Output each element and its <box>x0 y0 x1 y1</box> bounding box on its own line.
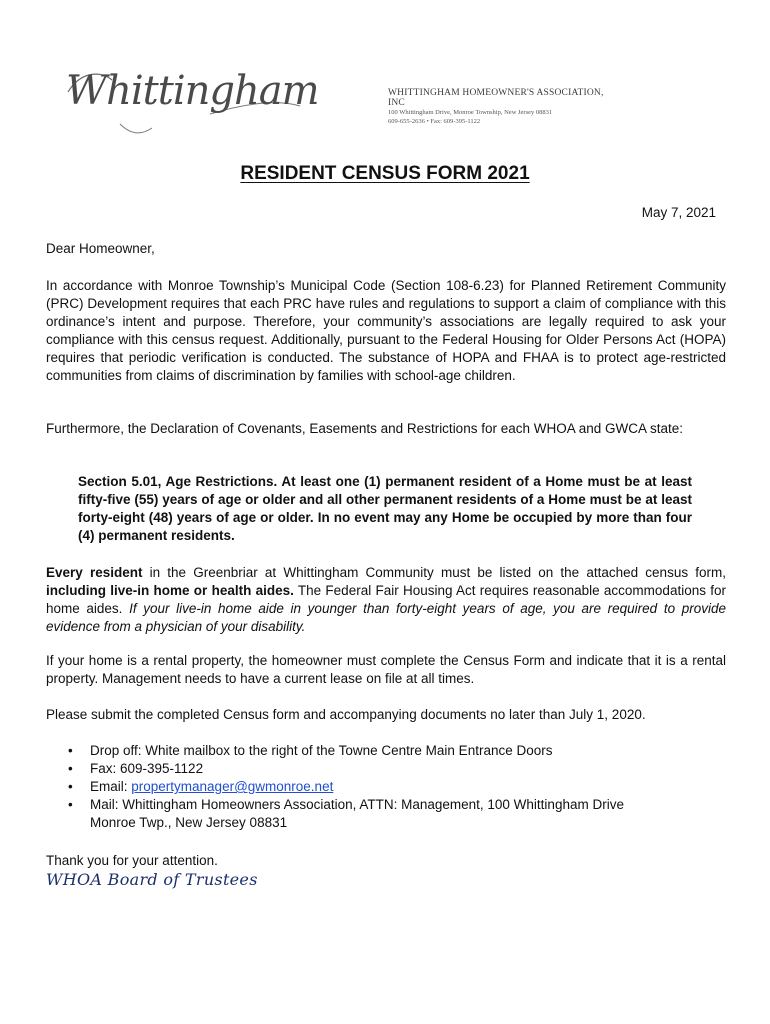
dropoff-text: Drop off: White mailbox to the right of the Towne Centre Main Entrance Doors <box>90 743 553 758</box>
signature: WHOA Board of Trustees <box>46 870 258 889</box>
paragraph-municipal-code: In accordance with Monroe Township’s Municipal Code (Section 108-6.23) for Planned Retirement Community (PRC) Development requires that each PRC have rules and regulations to support a claim of compliance with this ordinance’s intent and purpose. Therefore, your community’s associations are legally required to ask your compliance with this census request. Additionally, pursuant to the Federal Housing for Older Persons Act (HOPA) requires that periodic verification is conducted. The substance of HOPA and FHAA is to protect age-restricted communities from claims of discrimination by families with school-age children. <box>46 278 726 383</box>
association-address: 100 Whittingham Drive, Monroe Township, New Jersey 08831 <box>388 109 553 116</box>
bullet-icon: • <box>68 779 73 794</box>
paragraph-submit-deadline: Please submit the completed Census form and accompanying documents no later than July 1, 2020. <box>46 707 646 722</box>
association-name: WHITTINGHAM HOMEOWNER'S ASSOCIATION, INC <box>388 88 604 108</box>
mail-line-1: Mail: Whittingham Homeowners Association, ATTN: Management, 100 Whittingham Drive <box>90 797 624 812</box>
paragraph-rental-property: If your home is a rental property, the homeowner must complete the Census Form and indicate that it is a rental property. Management needs to have a current lease on file at all times. <box>46 653 726 686</box>
list-item-email <box>46 778 726 796</box>
age-restrictions-quote: Section 5.01, Age Restrictions. At least one (1) permanent resident of a Home must be at least fifty-five (55) years of age or older and all other permanent residents of a Home must be at least forty-eight (48) years of age or older. In no event may any Home be occupied by more than four (4) permanent residents. <box>78 474 692 543</box>
association-phone: 609-655-2636 • Fax: 609-395-1122 <box>388 118 481 125</box>
letterhead <box>60 62 620 142</box>
mail-line-2: Monroe Twp., New Jersey 08831 <box>90 815 288 830</box>
email-label: Email: <box>90 779 132 794</box>
every-resident-text-1: in the Greenbriar at Whittingham Community must be listed on the attached census form, <box>142 565 726 580</box>
every-resident-text-2: The Federal Fair Housing Act requires reasonable accommodations for home aides. <box>46 583 726 616</box>
bullet-icon: • <box>68 761 73 776</box>
list-item-dropoff <box>46 742 726 760</box>
submission-methods-list <box>46 742 726 832</box>
list-item-mail <box>46 796 726 832</box>
closing-line: Thank you for your attention. <box>46 853 218 868</box>
logo-wordmark: Whittingham <box>66 68 319 114</box>
paragraph-declaration: Furthermore, the Declaration of Covenants, Easements and Restrictions for each WHOA and GWCA state: <box>46 421 684 436</box>
page-title: RESIDENT CENSUS FORM 2021 <box>240 163 530 184</box>
bullet-icon: • <box>68 797 73 812</box>
fax-text: Fax: 609-395-1122 <box>90 761 204 776</box>
live-in-aides-bold: including live-in home or health aides. <box>46 583 294 598</box>
letter-date: May 7, 2021 <box>641 205 716 220</box>
physician-evidence-italic: If your live-in home aide in younger than forty-eight years of age, you are required to provide evidence from a physician of your disability. <box>46 601 726 634</box>
email-link[interactable]: propertymanager@gwmonroe.net <box>131 779 334 794</box>
every-resident-bold: Every resident <box>46 565 143 580</box>
paragraph-every-resident <box>46 564 726 636</box>
salutation: Dear Homeowner, <box>46 241 155 256</box>
association-info <box>388 88 620 126</box>
list-item-fax <box>46 760 726 778</box>
bullet-icon: • <box>68 743 73 758</box>
